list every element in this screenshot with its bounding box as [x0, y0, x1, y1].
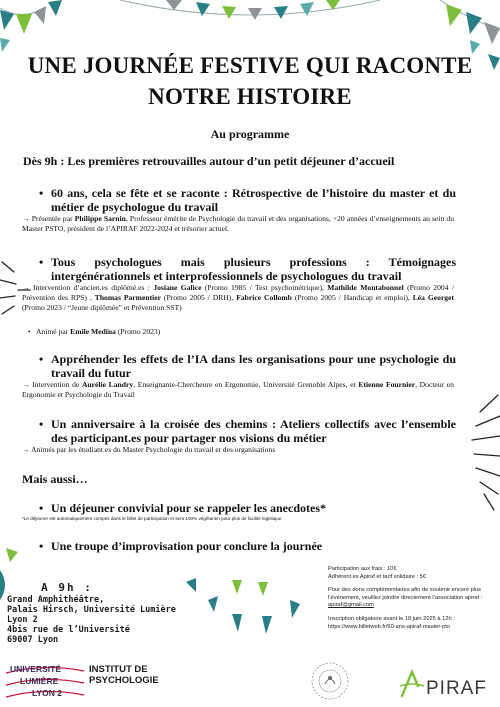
program-desc-ia: → Intervention de Aurélie Landry, Enseignante-Chercheure en Ergonomie, Université Grenoble Alpes, et Etienne Fournier, Docteur en Ergonomie et Psychologie du Travail	[22, 380, 454, 399]
univ-logo-line3: LYON 2	[32, 688, 62, 698]
burst-right	[472, 395, 500, 510]
institut-logo-line1: INSTITUT DE	[89, 664, 148, 675]
venue-time: A 9h :	[41, 581, 93, 594]
program-item-ia: • Appréhender les effets de l’IA dans les organisations pour une psychologie du travail du futur	[51, 352, 456, 380]
page-title: UNE JOURNÉE FESTIVE QUI RACONTE NOTRE HISTOIRE	[27, 53, 473, 109]
institut-psychologie-logo	[89, 664, 159, 686]
institut-logo-line2: PSYCHOLOGIE	[89, 675, 159, 686]
univ-logo-line1: UNIVERSITÉ	[10, 664, 62, 674]
venue-line: Palais Hirsch, Université Lumière	[7, 605, 176, 615]
intro-breakfast: Dès 9h : Les premières retrouvailles autour d’un petit déjeuner d’accueil	[23, 154, 395, 168]
apiraf-logo-text: PIRAF	[426, 678, 487, 699]
bunting-top-center	[120, 0, 380, 20]
fee-line: Participation aux frais : 10€	[328, 566, 397, 572]
cones-bottom	[186, 578, 300, 634]
dejeuner-footnote: *Le déjeuner est automatiquement compris dans le billet de participation et sera 100% végétarien pour plus de facilité logistique	[22, 516, 282, 521]
program-desc-retrospective: → Présentée par Philippe Sarnin, Professeur émérite de Psychologie du travail et des organisations, +20 années d’enseignements au sein du Master PSTO, président de l’APIRAF 2022-2024 et trésorier actuel.	[22, 214, 454, 233]
program-animator: • Animé par Emile Medina (Promo 2023)	[36, 327, 436, 337]
univ-logo-line2: LUMIÈRE	[20, 676, 59, 686]
bunting-top-left	[0, 0, 62, 52]
fee-reduced-line: Adhérent.es Apiraf et tarif solidaire : 5€	[328, 573, 427, 580]
program-item-testimonials: • Tous psychologues mais plusieurs professions : Témoignages intergénérationnels et interprofessionnels de psychologues du travail	[51, 255, 456, 283]
venue-line: 69007 Lyon	[7, 635, 59, 645]
anniversary-stamp-logo	[309, 660, 351, 702]
venue-line: Grand Amphithéâtre,	[7, 595, 105, 605]
registration-text: Inscription obligatoire avant le 18 juin 2025 à 12h :	[328, 615, 455, 622]
extra-dejeuner: • Un déjeuner convivial pour se rappeler les anecdotes*	[51, 501, 456, 515]
program-item-retrospective: • 60 ans, cela se fête et se raconte : Rétrospective de l’histoire du master et du métier de psychologue du travail	[51, 186, 456, 214]
program-desc-testimonials: → Intervention d’ancien.es diplômé.es : Josiane Galice (Promo 1985 / Test psychométrique), Mathilde Montabonnel (Promo 2004 / Prévention des RPS) , Thomas Parmentier (Promo 2005 / DRH), Fabrice Collomb (Promo 2005 / Handicap et emploi), Léa Georget (Promo 2023 / “Jeune diplômée” et Prévention SST)	[22, 283, 455, 312]
mais-aussi-heading: Mais aussi…	[22, 472, 88, 486]
venue-block	[7, 581, 176, 645]
program-subtitle: Au programme	[210, 127, 290, 141]
extra-improvisation: • Une troupe d’improvisation pour conclure la journée	[51, 539, 456, 553]
venue-line: Lyon 2	[7, 615, 38, 625]
practical-info	[328, 566, 498, 637]
universite-lumiere-lyon2-logo	[4, 661, 86, 701]
venue-line: 4bis rue de l’Université	[7, 625, 130, 635]
email-link[interactable]: apiraf@gmail.com	[328, 602, 374, 609]
donation-text: Pour des dons complémentaires afin de soutenir encore plus l’événement, veuillez joindre directement l’association apiraf :	[328, 587, 483, 601]
program-desc-ateliers: → Animés par les étudiant.es du Master Psychologie du travail et des organisations	[22, 445, 276, 454]
program-item-ateliers: • Un anniversaire à la croisée des chemins : Ateliers collectifs avec l’ensemble des participant.es pour partager nos visions du métier	[51, 417, 456, 445]
registration-link[interactable]: https://www.billetweb.fr/60-ans-apiraf-master-pto	[328, 623, 451, 630]
apiraf-logo	[398, 668, 494, 700]
